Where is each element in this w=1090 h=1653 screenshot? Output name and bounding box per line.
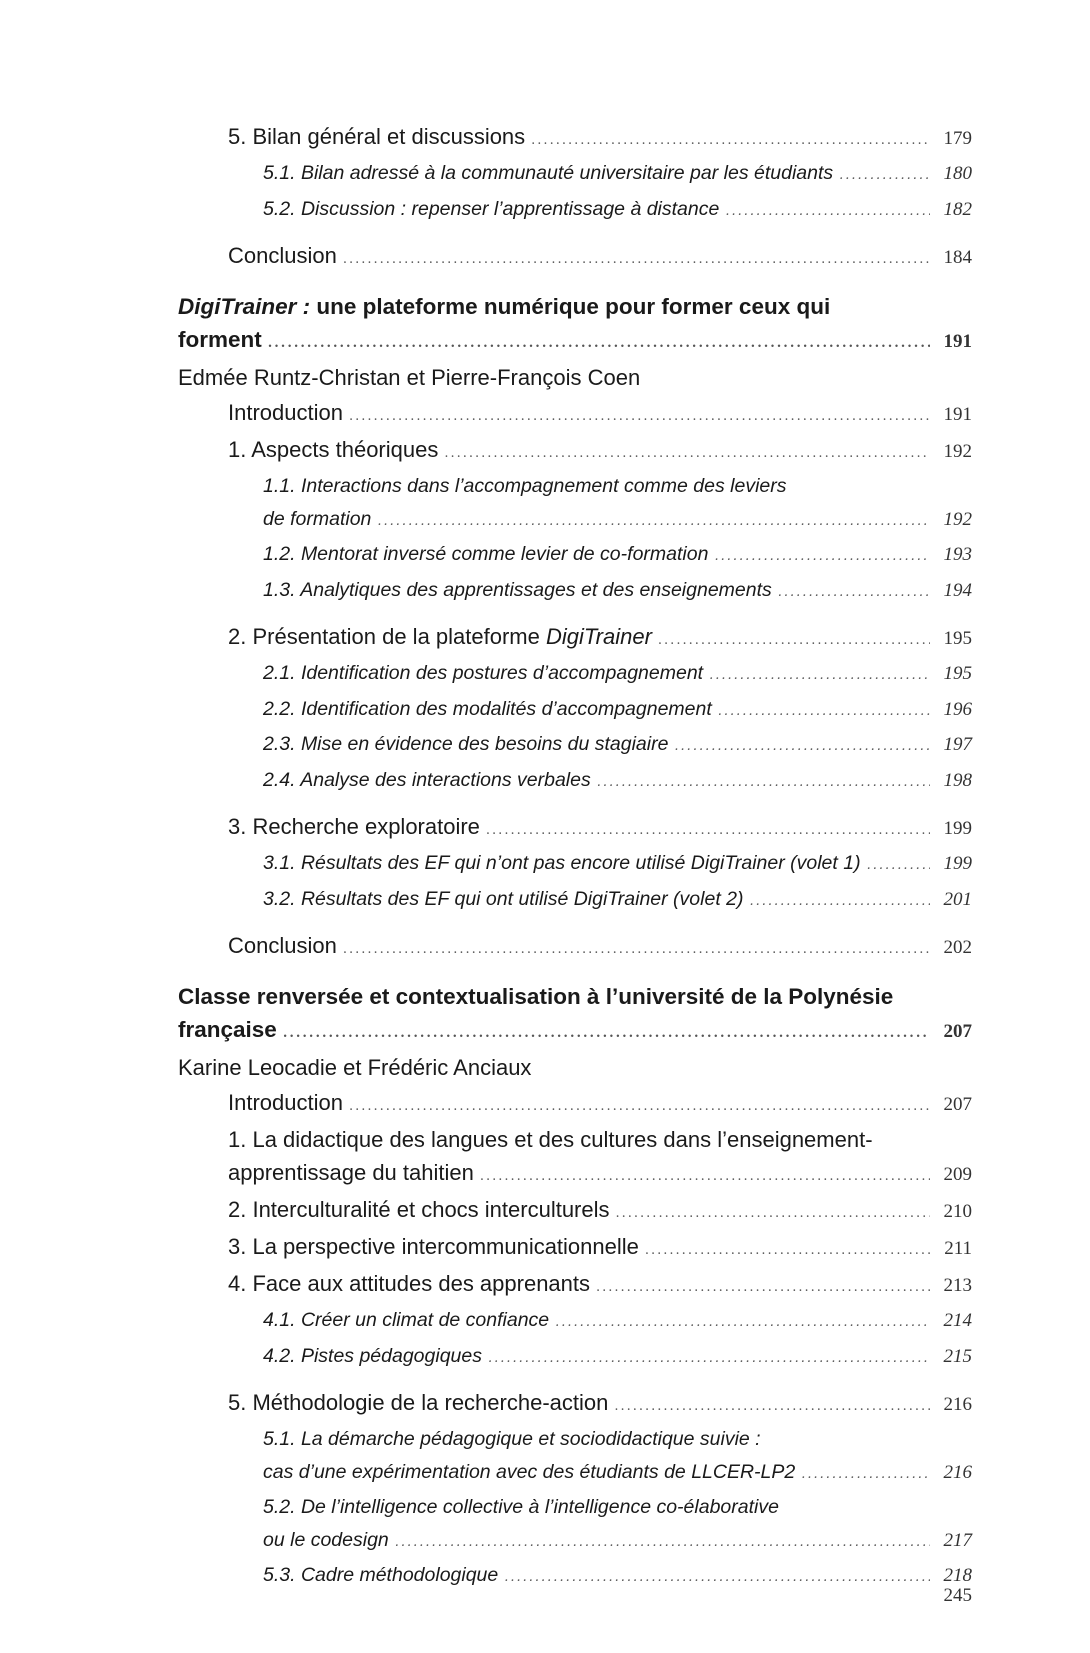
dot-leader [343,243,930,276]
toc-page-number: 213 [943,1275,972,1296]
dot-leader [343,933,930,966]
dot-leader [268,327,930,360]
toc-page-number: 217 [943,1529,972,1551]
toc-entry-title: 4. Face aux attitudes des apprenants [228,1271,591,1296]
toc-page-number: 216 [943,1461,972,1483]
toc-page-number: 184 [943,247,972,268]
dot-leader [531,124,930,157]
dot-leader [750,886,931,919]
toc-page-number: 195 [943,663,972,684]
dot-leader [488,1343,930,1376]
toc-page-number: 201 [943,888,972,910]
toc-entry-title: 1. Aspects théoriques [228,437,439,462]
toc-entry[interactable] [178,657,972,693]
toc-entry-title: apprentissage du tahitien [228,1160,474,1185]
dot-leader [778,577,930,610]
toc-entry-title: 5.3. Cadre méthodologique [263,1564,499,1586]
chapter-title-line2: forment [178,327,262,352]
toc-page-number: 199 [943,853,972,874]
toc-entry[interactable] [178,620,972,657]
toc-page-number: 196 [943,698,972,720]
toc-page-number: 195 [943,628,972,649]
toc-entry-title: 3. La perspective intercommunicationnelle [228,1234,639,1259]
toc-entry[interactable] [178,1086,972,1123]
dot-leader [616,1197,930,1230]
dot-leader [377,506,930,539]
chapter-authors: Karine Leocadie et Frédéric Anciaux [178,1055,532,1080]
toc-entry[interactable] [178,433,972,470]
toc-entry[interactable] [178,503,972,539]
dot-leader [645,1234,930,1267]
dot-leader [614,1390,930,1423]
toc-entry-title: 3. Recherche exploratoire [228,814,480,839]
toc-entry-title: 2.2. Identification des modalités d’accompagnement [263,697,712,720]
toc-entry[interactable] [178,693,972,729]
toc-entry[interactable] [178,1267,972,1304]
toc-page-number: 207 [943,1094,972,1115]
dot-leader [395,1527,930,1560]
toc-entry[interactable] [178,1340,972,1376]
dot-leader [801,1459,930,1492]
toc-entry[interactable] [178,120,972,157]
toc-entry[interactable] [178,1559,972,1595]
toc-entry[interactable] [178,1156,972,1193]
toc-page-number: 194 [943,579,972,601]
toc-entry-title: 1.3. Analytiques des apprentissages et des enseignements [263,578,772,601]
toc-entry[interactable] [178,1230,972,1267]
toc-page-number: 192 [943,508,972,530]
dot-leader [596,1271,930,1304]
toc-entry[interactable] [178,239,972,276]
toc-page-number: 216 [943,1394,972,1415]
toc-page-number: 215 [943,1345,972,1367]
toc-page-number: 193 [943,544,972,565]
dot-leader [674,731,930,764]
chapter-title[interactable]: Classe renversée et contextualisation à l’université de la Polynésie [178,984,894,1009]
toc-entry[interactable] [178,1386,972,1423]
toc-entry-title: 2. Interculturalité et chocs interculturels [228,1197,610,1222]
dot-leader [444,437,930,470]
toc-entry-title: Conclusion [228,933,337,958]
toc-entry-title: 5.2. Discussion : repenser l’apprentissage à distance [263,197,720,220]
toc-page-number: 179 [943,128,972,149]
toc-page-number: 207 [943,1021,972,1042]
toc-entry[interactable] [178,883,972,919]
toc-entry-title: 4.2. Pistes pédagogiques [263,1344,482,1367]
toc-entry-title: 5. Méthodologie de la recherche-action [228,1390,609,1415]
toc-entry[interactable] [178,323,972,360]
dot-leader [486,814,930,847]
dot-leader [867,850,930,883]
toc-entry-line1[interactable]: 5.1. La démarche pédagogique et sociodidactique suivie : [263,1428,761,1450]
toc-entry[interactable] [178,1456,972,1492]
dot-leader [709,660,930,693]
toc-entry[interactable] [178,1304,972,1340]
toc-entry[interactable] [178,538,972,574]
toc-page-number: 210 [943,1201,972,1222]
toc-page-number: 182 [943,198,972,220]
toc-page-number: 192 [943,441,972,462]
dot-leader [718,696,930,729]
dot-leader [349,1090,930,1123]
toc-entry[interactable] [178,396,972,433]
toc-entry-title: de formation [263,507,372,530]
toc-entry-title: 5. Bilan général et discussions [228,124,526,149]
toc-entry[interactable] [178,574,972,610]
table-of-contents [178,120,972,1595]
toc-entry-title: 2.3. Mise en évidence des besoins du stagiaire [263,733,669,755]
dot-leader [504,1562,930,1595]
toc-entry-title: cas d’une expérimentation avec des étudiants de LLCER-LP2 [263,1460,796,1483]
toc-entry[interactable] [178,1193,972,1230]
chapter-title[interactable] [178,290,972,323]
toc-entry[interactable] [178,1524,972,1560]
toc-entry-title: Conclusion [228,243,337,268]
toc-entry-title: 2.4. Analyse des interactions verbales [263,768,591,791]
toc-entry[interactable] [178,847,972,883]
chapter-title-text: une plateforme numérique pour former ceux qui [310,294,831,319]
toc-page-number: 197 [943,734,972,755]
dot-leader [597,767,930,800]
toc-page-number: 214 [943,1310,972,1331]
toc-entry-title: 4.1. Créer un climat de confiance [263,1309,550,1331]
toc-page-number: 180 [943,163,972,184]
toc-entry[interactable] [178,929,972,966]
dot-leader [349,400,930,433]
dot-leader [725,196,930,229]
dot-leader [714,541,930,574]
toc-entry[interactable] [178,193,972,229]
toc-entry[interactable] [178,728,972,764]
toc-entry-title: 3.2. Résultats des EF qui ont utilisé DigiTrainer (volet 2) [263,887,744,910]
toc-page-number: 202 [943,937,972,958]
dot-leader [555,1307,930,1340]
chapter-authors: Edmée Runtz-Christan et Pierre-François Coen [178,365,641,390]
dot-leader [480,1160,930,1193]
toc-entry[interactable] [178,764,972,800]
toc-entry[interactable] [178,157,972,193]
toc-page-number: 191 [943,404,972,425]
dot-leader [283,1017,930,1050]
dot-leader [839,160,930,193]
toc-entry[interactable] [178,810,972,847]
toc-entry-title: Introduction [228,400,343,425]
toc-entry-line1[interactable]: 1.1. Interactions dans l’accompagnement comme des leviers [263,475,787,497]
toc-page-number: 211 [944,1238,972,1259]
toc-entry-title: 2.1. Identification des postures d’accompagnement [263,662,704,684]
toc-entry-line1[interactable]: 5.2. De l’intelligence collective à l’intelligence co-élaborative [263,1496,779,1518]
chapter-title-line2: française [178,1017,277,1042]
toc-entry-title: 2. Présentation de la plateforme DigiTrainer [228,624,652,649]
dot-leader [658,624,930,657]
page-number: 245 [943,1585,972,1606]
toc-page-number: 199 [943,818,972,839]
toc-entry-title: Introduction [228,1090,343,1115]
toc-entry-title: 3.1. Résultats des EF qui n’ont pas encore utilisé DigiTrainer (volet 1) [263,852,861,874]
toc-entry-title: 1.2. Mentorat inversé comme levier de co-formation [263,543,709,565]
toc-page-number: 218 [943,1565,972,1586]
toc-page-number: 209 [943,1164,972,1185]
toc-entry[interactable] [178,1013,972,1050]
chapter-title-italic: DigiTrainer : [178,294,311,319]
toc-entry-title: ou le codesign [263,1528,389,1551]
toc-page-number: 191 [943,331,972,352]
toc-page-number: 198 [943,769,972,791]
toc-entry-title: 5.1. Bilan adressé à la communauté universitaire par les étudiants [263,162,834,184]
toc-entry-line1[interactable]: 1. La didactique des langues et des cultures dans l’enseignement- [228,1127,873,1152]
